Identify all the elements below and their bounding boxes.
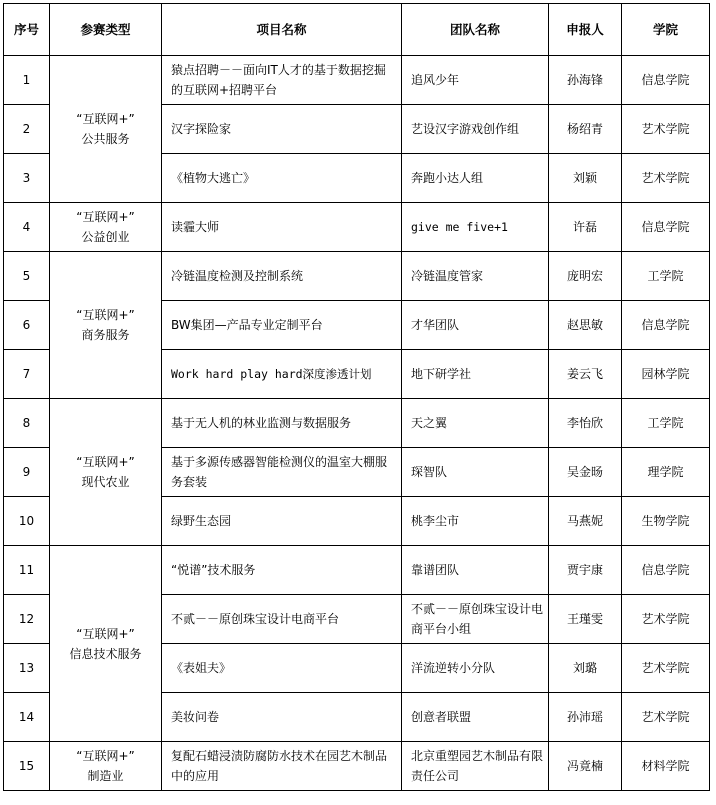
category-cell: “互联网+” 制造业 xyxy=(50,742,162,791)
team-name: 追风少年 xyxy=(402,56,549,105)
project-name: 基于多源传感器智能检测仪的温室大棚服务套装 xyxy=(162,448,402,497)
project-name: 猿点招聘－－面向IT人才的基于数据挖掘的互联网+招聘平台 xyxy=(162,56,402,105)
college: 艺术学院 xyxy=(622,595,710,644)
college: 信息学院 xyxy=(622,301,710,350)
row-no: 9 xyxy=(4,448,50,497)
project-name: 《植物大逃亡》 xyxy=(162,154,402,203)
applicant: 杨绍青 xyxy=(549,105,622,154)
header-college: 学院 xyxy=(622,4,710,56)
applicant: 贾宇康 xyxy=(549,546,622,595)
project-name: “悦谱”技术服务 xyxy=(162,546,402,595)
table-row xyxy=(4,399,710,448)
row-no: 11 xyxy=(4,546,50,595)
row-no: 10 xyxy=(4,497,50,546)
college: 园林学院 xyxy=(622,350,710,399)
college: 艺术学院 xyxy=(622,644,710,693)
project-name: 复配石蜡浸渍防腐防水技术在园艺木制品中的应用 xyxy=(162,742,402,791)
team-name: 艺设汉字游戏创作组 xyxy=(402,105,549,154)
table-row xyxy=(4,252,710,301)
row-no: 3 xyxy=(4,154,50,203)
college: 艺术学院 xyxy=(622,693,710,742)
applicant: 王瑾雯 xyxy=(549,595,622,644)
category-cell: “互联网+” 公共服务 xyxy=(50,56,162,203)
college: 工学院 xyxy=(622,252,710,301)
project-name: 不贰－－原创珠宝设计电商平台 xyxy=(162,595,402,644)
applicant: 刘璐 xyxy=(549,644,622,693)
row-no: 6 xyxy=(4,301,50,350)
team-name: 靠谱团队 xyxy=(402,546,549,595)
category-cell: “互联网+” 公益创业 xyxy=(50,203,162,252)
team-name: 地下研学社 xyxy=(402,350,549,399)
project-name: 绿野生态园 xyxy=(162,497,402,546)
row-no: 5 xyxy=(4,252,50,301)
college: 理学院 xyxy=(622,448,710,497)
applicant: 冯竟楠 xyxy=(549,742,622,791)
header-team: 团队名称 xyxy=(402,4,549,56)
category-cell: “互联网+” 商务服务 xyxy=(50,252,162,399)
row-no: 15 xyxy=(4,742,50,791)
header-applicant: 申报人 xyxy=(549,4,622,56)
row-no: 14 xyxy=(4,693,50,742)
applicant: 许磊 xyxy=(549,203,622,252)
header-project: 项目名称 xyxy=(162,4,402,56)
college: 信息学院 xyxy=(622,56,710,105)
row-no: 4 xyxy=(4,203,50,252)
project-table xyxy=(3,3,710,791)
project-name: BW集团—产品专业定制平台 xyxy=(162,301,402,350)
college: 信息学院 xyxy=(622,203,710,252)
project-name: 美妆问卷 xyxy=(162,693,402,742)
team-name: 桃李尘市 xyxy=(402,497,549,546)
table-row xyxy=(4,742,710,791)
header-row xyxy=(4,4,710,56)
table-row xyxy=(4,203,710,252)
applicant: 吴金旸 xyxy=(549,448,622,497)
applicant: 孙沛瑶 xyxy=(549,693,622,742)
applicant: 孙海锋 xyxy=(549,56,622,105)
table-row xyxy=(4,546,710,595)
applicant: 赵思敏 xyxy=(549,301,622,350)
team-name: 天之翼 xyxy=(402,399,549,448)
row-no: 12 xyxy=(4,595,50,644)
header-no: 序号 xyxy=(4,4,50,56)
applicant: 姜云飞 xyxy=(549,350,622,399)
team-name: 才华团队 xyxy=(402,301,549,350)
college: 艺术学院 xyxy=(622,105,710,154)
category-cell: “互联网+” 信息技术服务 xyxy=(50,546,162,742)
team-name: 创意者联盟 xyxy=(402,693,549,742)
team-name: 奔跑小达人组 xyxy=(402,154,549,203)
row-no: 2 xyxy=(4,105,50,154)
table-row xyxy=(4,56,710,105)
college: 信息学院 xyxy=(622,546,710,595)
applicant: 李怡欣 xyxy=(549,399,622,448)
applicant: 刘颖 xyxy=(549,154,622,203)
row-no: 7 xyxy=(4,350,50,399)
applicant: 马燕妮 xyxy=(549,497,622,546)
project-name: Work hard play hard深度渗透计划 xyxy=(162,350,402,399)
row-no: 13 xyxy=(4,644,50,693)
college: 艺术学院 xyxy=(622,154,710,203)
college: 材料学院 xyxy=(622,742,710,791)
row-no: 1 xyxy=(4,56,50,105)
row-no: 8 xyxy=(4,399,50,448)
applicant: 庞明宏 xyxy=(549,252,622,301)
college: 工学院 xyxy=(622,399,710,448)
team-name: 北京重塑园艺木制品有限责任公司 xyxy=(402,742,549,791)
project-name: 冷链温度检测及控制系统 xyxy=(162,252,402,301)
team-name: 冷链温度管家 xyxy=(402,252,549,301)
team-name: give me five+1 xyxy=(402,203,549,252)
header-category: 参赛类型 xyxy=(50,4,162,56)
team-name: 琛智队 xyxy=(402,448,549,497)
college: 生物学院 xyxy=(622,497,710,546)
category-cell: “互联网+” 现代农业 xyxy=(50,399,162,546)
team-name: 不贰－－原创珠宝设计电商平台小组 xyxy=(402,595,549,644)
project-name: 《表姐夫》 xyxy=(162,644,402,693)
team-name: 洋流逆转小分队 xyxy=(402,644,549,693)
project-name: 读霾大师 xyxy=(162,203,402,252)
project-name: 汉字探险家 xyxy=(162,105,402,154)
project-name: 基于无人机的林业监测与数据服务 xyxy=(162,399,402,448)
